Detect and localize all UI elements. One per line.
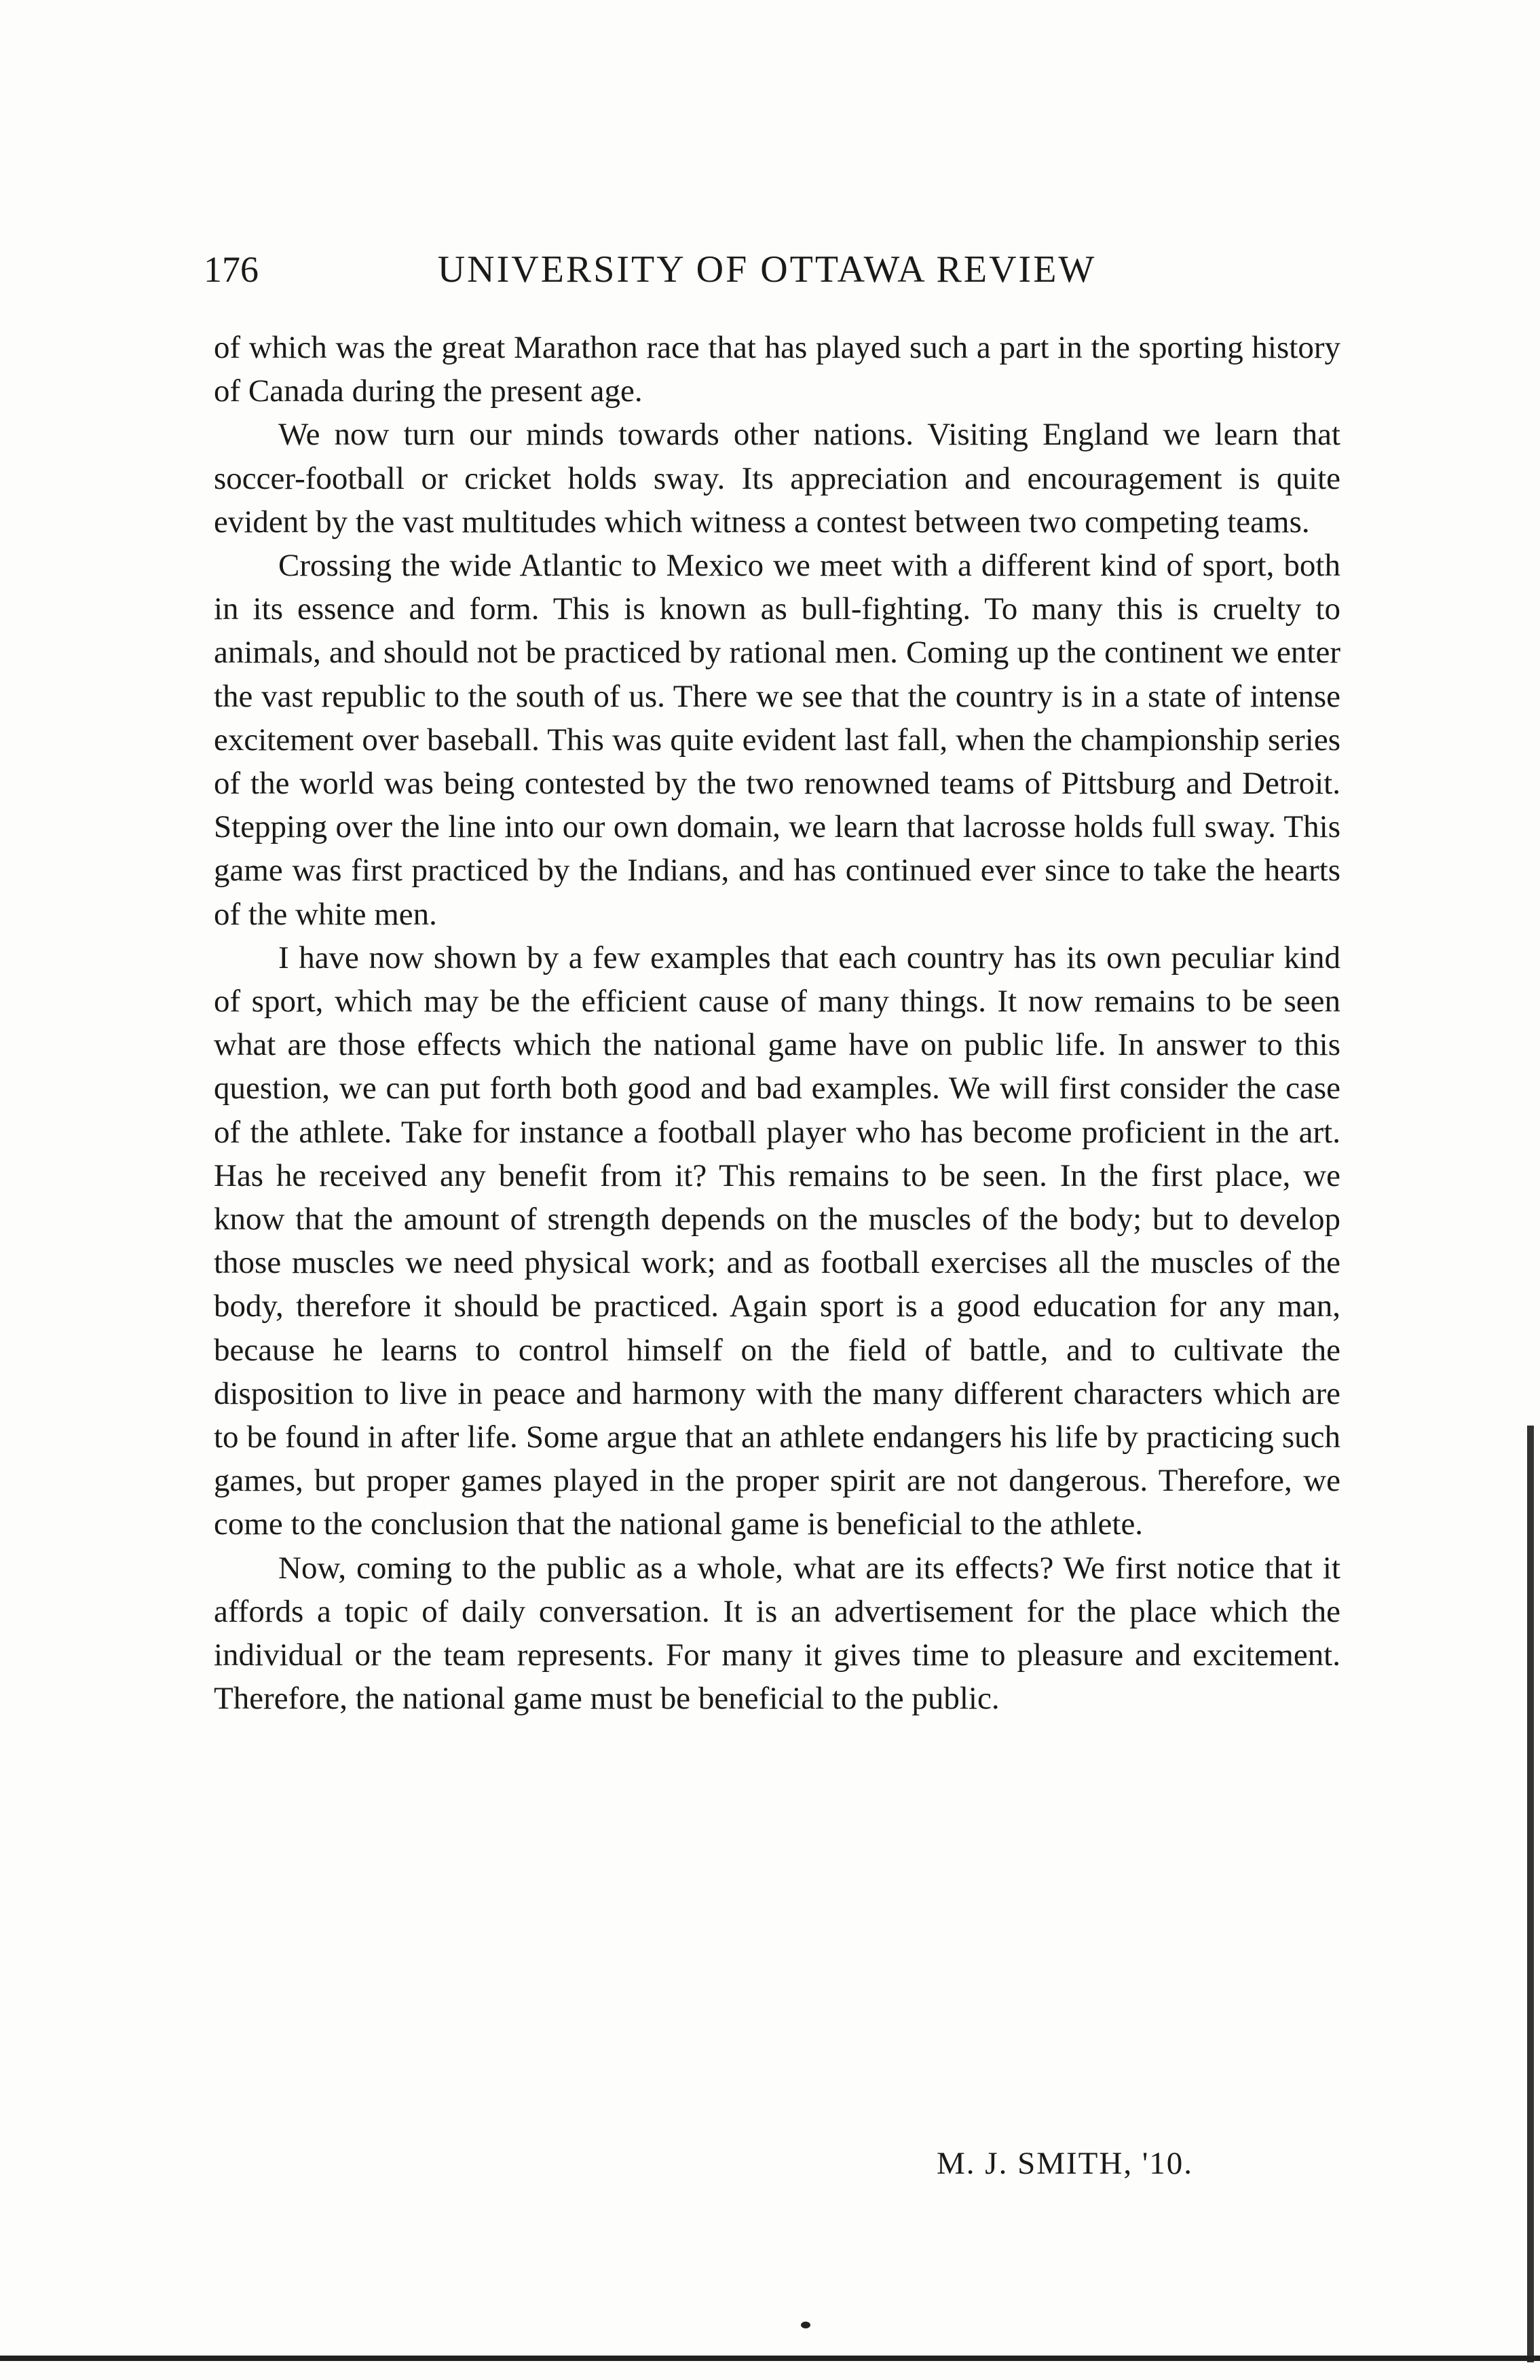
- author-signature: M. J. SMITH, '10.: [937, 2146, 1194, 2181]
- page-number: 176: [204, 249, 259, 290]
- scan-edge-shadow: [1527, 1426, 1534, 2362]
- paragraph-england: We now turn our minds towards other nations. Visiting England we learn that soccer-football or cricket holds sway. Its appreciation and encouragement is quite evident by the vast multitudes which witness a contest between two competing teams.: [214, 417, 1340, 540]
- running-title: UNIVERSITY OF OTTAWA REVIEW: [437, 248, 1097, 291]
- paragraph-americas: Crossing the wide Atlantic to Mexico we meet with a different kind of sport, both in its essence and form. This is known as bull-fighting. To many this is cruelty to animals, and should not be practiced by rational men. Coming up the continent we enter the vast republic to the south of us. There we see that the country is in a state of intense excitement over baseball. This was quite evident last fall, when the championship series of the world was being contested by the two renowned teams of Pittsburg and Detroit. Stepping over the line into our own domain, we learn that lacrosse holds full sway. This game was first practiced by the Indians, and has continued ever since to take the hearts of the white men.: [214, 548, 1340, 932]
- article-body: [214, 326, 1340, 1721]
- scan-mark: [801, 2322, 810, 2328]
- paragraph-continued: of which was the great Marathon race that has played such a part in the sporting history of Canada during the present age.: [214, 330, 1340, 409]
- page-header: [204, 239, 1330, 300]
- paragraph-public: Now, coming to the public as a whole, what are its effects? We first notice that it affords a topic of daily conversation. It is an advertisement for the place which the individual or the team represents. For many it gives time to pleasure and excitement. Therefore, the national game must be beneficial to the public.: [214, 1550, 1340, 1717]
- scan-bottom-edge: [0, 2356, 1540, 2361]
- paragraph-effects: I have now shown by a few examples that each country has its own peculiar kind of sport, which may be the efficient cause of many things. It now remains to be seen what are those effects which the national game have on public life. In answer to this question, we can put forth both good and bad examples. We will first consider the case of the athlete. Take for instance a football player who has become proficient in the art. Has he received any benefit from it? This remains to be seen. In the first place, we know that the amount of strength depends on the muscles of the body; but to develop those muscles we need physical work; and as football exercises all the muscles of the body, therefore it should be practiced. Again sport is a good education for any man, because he learns to control himself on the field of battle, and to cultivate the disposition to live in peace and harmony with the many different characters which are to be found in after life. Some argue that an athlete endangers his life by practicing such games, but proper games played in the proper spirit are not dangerous. Therefore, we come to the conclusion that the national game is beneficial to the athlete.: [214, 940, 1340, 1542]
